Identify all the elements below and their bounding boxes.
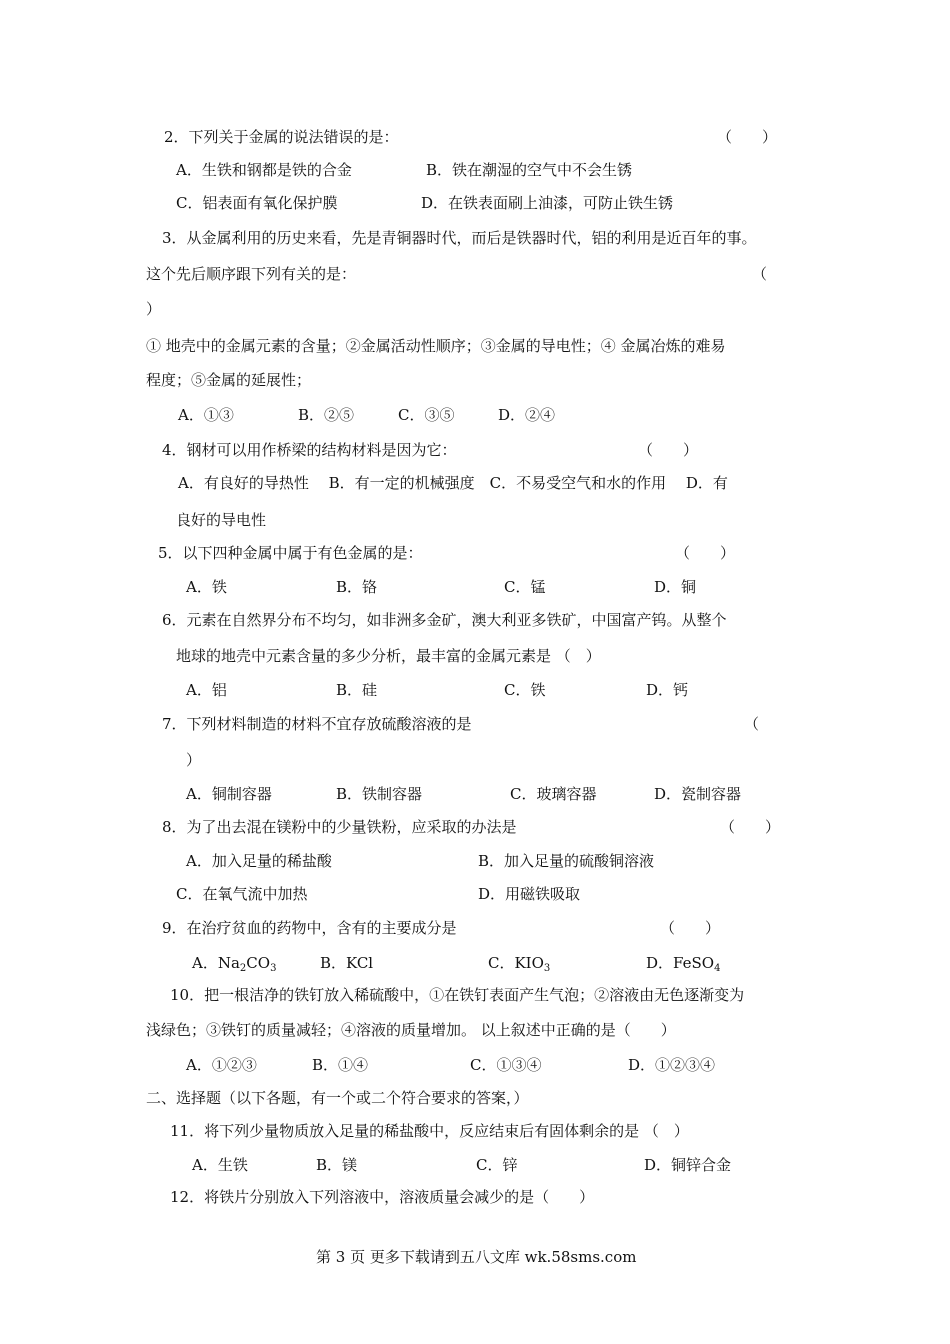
q6-option-c: C．铁 — [504, 681, 546, 699]
q3-option-a: A．①③ — [178, 406, 234, 424]
q9-option-d-text: D．FeSO — [646, 954, 715, 972]
q8-option-c: C．在氧气流中加热 — [176, 885, 308, 903]
q10-option-a: A．①②③ — [186, 1056, 257, 1074]
q6-option-d: D．钙 — [646, 681, 689, 699]
q7-option-a: A．铜制容器 — [186, 785, 272, 803]
q6-stem: 6．元素在自然界分布不均匀，如非洲多金矿，澳大利亚多铁矿，中国富产钨。从整个 — [162, 611, 727, 629]
q9-option-d-subscript: 4 — [714, 963, 721, 974]
q9-answer-blank: （ ） — [660, 919, 721, 937]
q11-option-d: D．铜锌合金 — [644, 1156, 732, 1174]
section-2-heading: 二、选择题（以下各题，有一个或二个符合要求的答案，） — [146, 1089, 529, 1107]
q6-stem-cont: 地球的地壳中元素含量的多少分析，最丰富的金属元素是 （ ） — [176, 647, 601, 665]
q3-option-d: D．②④ — [498, 406, 556, 424]
q2-stem: 2．下列关于金属的说法错误的是： — [164, 128, 399, 146]
q4-stem: 4．钢材可以用作桥梁的结构材料是因为它： — [162, 441, 457, 459]
q5-option-a: A．铁 — [186, 578, 227, 596]
q10-option-d: D．①②③④ — [628, 1056, 716, 1074]
q9-option-c-subscript: 3 — [543, 963, 551, 974]
q5-option-d: D．铜 — [654, 578, 697, 596]
q10-option-b: B．①④ — [312, 1056, 369, 1074]
q9-option-a-text-2: CO — [246, 954, 271, 972]
q9-stem: 9．在治疗贫血的药物中，含有的主要成分是 — [162, 919, 457, 937]
q12-stem: 12．将铁片分别放入下列溶液中，溶液质量会减少的是（ ） — [170, 1188, 595, 1206]
q3-paren-close: ） — [146, 300, 162, 318]
q3-items: ① 地壳中的金属元素的含量；②金属活动性顺序；③金属的导电性；④ 金属冶炼的难易 — [146, 337, 726, 355]
q10-stem: 10．把一根洁净的铁钉放入稀硫酸中，①在铁钉表面产生气泡；②溶液由无色逐渐变为 — [170, 986, 745, 1004]
q4-options: A．有良好的导热性 B．有一定的机械强度 C．不易受空气和水的作用 D．有 — [178, 474, 728, 492]
q2-option-d: D．在铁表面刷上油漆，可防止铁生锈 — [421, 194, 674, 212]
q9-option-a — [192, 953, 276, 979]
q2-option-c: C．铝表面有氧化保护膜 — [176, 194, 338, 212]
q8-option-a: A．加入足量的稀盐酸 — [186, 852, 332, 870]
q5-stem: 5．以下四种金属中属于有色金属的是： — [158, 544, 423, 562]
q4-answer-blank: （ ） — [638, 441, 699, 459]
q9-option-d — [646, 953, 720, 979]
q3-items-cont: 程度；⑤金属的延展性； — [146, 371, 312, 389]
q11-option-c: C．锌 — [476, 1156, 518, 1174]
q2-answer-blank: （ ） — [717, 128, 778, 146]
q7-option-b: B．铁制容器 — [336, 785, 423, 803]
q9-option-a-text: A．Na — [192, 954, 240, 972]
q9-option-b: B．KCl — [320, 954, 374, 972]
q6-option-b: B．硅 — [336, 681, 378, 699]
q4-options-cont: 良好的导电性 — [176, 511, 267, 529]
q6-option-a: A．铝 — [186, 681, 227, 699]
page-footer: 第 3 页 更多下载请到五八文库 wk.58sms.com — [316, 1248, 637, 1266]
q2-option-b: B．铁在潮湿的空气中不会生锈 — [426, 161, 633, 179]
q9-option-c — [488, 953, 550, 979]
q3-stem-cont: 这个先后顺序跟下列有关的是： — [146, 265, 357, 283]
q3-option-b: B．②⑤ — [298, 406, 355, 424]
q3-option-c: C．③⑤ — [398, 406, 455, 424]
q8-option-d: D．用磁铁吸取 — [478, 885, 581, 903]
q10-stem-cont: 浅绿色；③铁钉的质量减轻；④溶液的质量增加。 以上叙述中正确的是（ ） — [146, 1021, 676, 1039]
q8-stem: 8．为了出去混在镁粉中的少量铁粉，应采取的办法是 — [162, 818, 517, 836]
q7-stem: 7．下列材料制造的材料不宜存放硫酸溶液的是 — [162, 715, 472, 733]
q11-stem: 11．将下列少量物质放入足量的稀盐酸中，反应结束后有固体剩余的是 （ ） — [170, 1122, 689, 1140]
q10-option-c: C．①③④ — [470, 1056, 542, 1074]
q5-option-c: C．锰 — [504, 578, 546, 596]
q11-option-a: A．生铁 — [192, 1156, 248, 1174]
q8-answer-blank: （ ） — [720, 818, 781, 836]
q9-option-a-subscript-2: 3 — [270, 963, 277, 974]
q5-answer-blank: （ ） — [675, 544, 736, 562]
q7-option-d: D．瓷制容器 — [654, 785, 742, 803]
q3-stem: 3．从金属利用的历史来看，先是青铜器时代，而后是铁器时代，铝的利用是近百年的事。 — [162, 229, 757, 247]
q5-option-b: B．铬 — [336, 578, 378, 596]
q7-option-c: C．玻璃容器 — [510, 785, 597, 803]
q7-paren-close: ） — [186, 751, 202, 769]
q2-option-a: A．生铁和钢都是铁的合金 — [176, 161, 352, 179]
q9-option-a-subscript-1: 2 — [239, 963, 247, 974]
q8-option-b: B．加入足量的硫酸铜溶液 — [478, 852, 655, 870]
q7-paren-open: （ — [744, 715, 760, 733]
q3-paren-open: （ — [752, 265, 768, 283]
q9-option-c-text: C．KIO — [488, 954, 544, 972]
q11-option-b: B．镁 — [316, 1156, 358, 1174]
